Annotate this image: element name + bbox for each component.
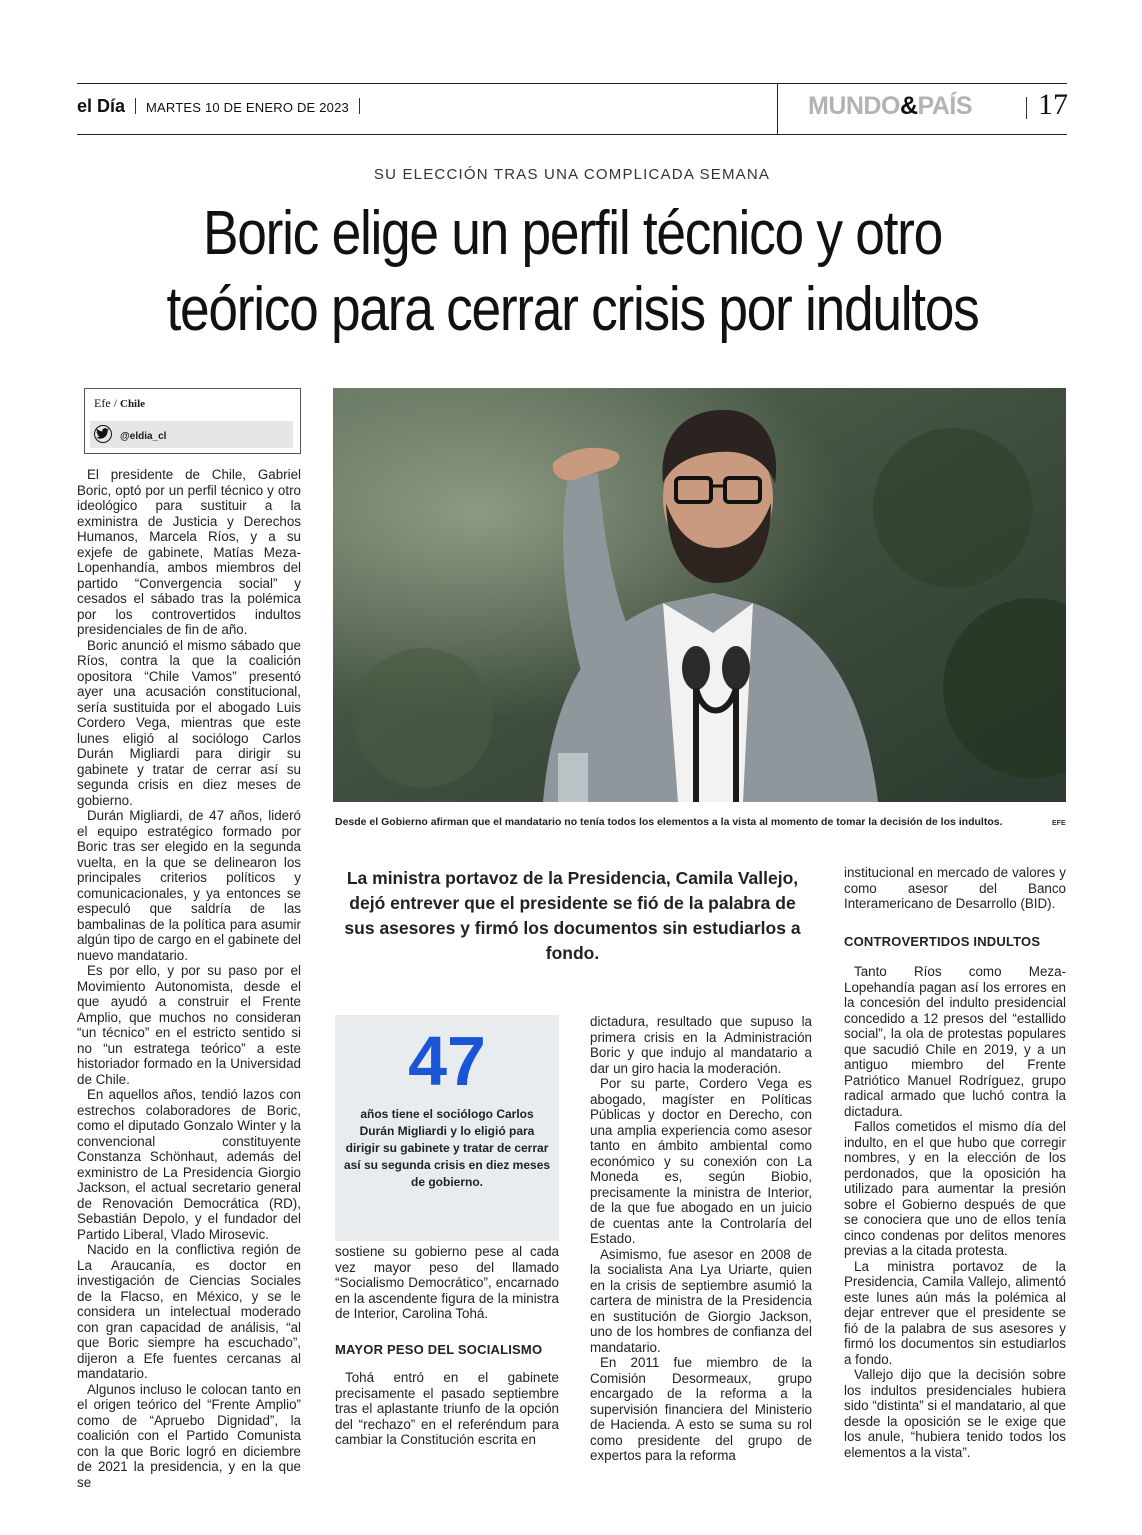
section-title-amp: &: [899, 92, 918, 120]
section-title: [808, 92, 972, 121]
paragraph: Algunos incluso le colocan tanto en el origen teórico del “Frente Amplio” como de “Apruebo Dignidad”, la coalición con el Partido Comunista con la que Boric logró en diciembre de 2021 la presidencia, y en la que se: [77, 1381, 301, 1490]
masthead: [77, 96, 370, 117]
stat-number: 47: [408, 1022, 486, 1100]
twitter-handle: @eldia_cl: [120, 431, 167, 442]
photo-credit: EFE: [1052, 820, 1066, 827]
masthead-divider: [135, 98, 136, 114]
section-title-b: PAÍS: [917, 92, 972, 120]
header-top-rule: [77, 83, 1067, 84]
twitter-icon: [94, 425, 112, 443]
article-column-3: [590, 1014, 812, 1464]
page-number: 17: [1038, 88, 1068, 121]
paragraph: Vallejo dijo que la decisión sobre los indultos presidenciales hubiera sido “distinta” si el mandatario, al que desde la oposición se le exige que los anule, “hubiera tenido todos los elementos a la vista”.: [844, 1367, 1066, 1460]
main-photo: [333, 388, 1066, 802]
paragraph: dictadura, resultado que supuso la primera crisis en la Administración Boric y que indujo al mandatario a dar un giro hacia la moderación.: [590, 1014, 812, 1076]
header-bottom-rule: [77, 134, 1067, 135]
paragraph: sostiene su gobierno pese al cada vez mayor peso del llamado “Socialismo Democrático”, encarnado en la ascendente figura de la ministra de Interior, Carolina Tohá.: [335, 1244, 559, 1321]
paragraph: Es por ello, y por su paso por el Movimiento Autonomista, desde el que ayudó a construir el Frente Amplio, que muchos no consideran “un técnico” en el estricto sentido si no “un estratega teórico” a este historiador formado en la Universidad de Chile.: [77, 963, 301, 1087]
headline-line-2: teórico para cerrar crisis por indultos: [166, 275, 979, 344]
paragraph: institucional en mercado de valores y como asesor del Banco Interamericano de Desarrollo (BID).: [844, 865, 1066, 911]
issue-date: MARTES 10 DE ENERO DE 2023: [146, 100, 349, 115]
paragraph: Por su parte, Cordero Vega es abogado, magíster en Políticas Públicas y doctor en Derecho, con una amplia experiencia como asesor tanto en ámbito ambiental como económico y su conexión con La Moneda es, según Biobio, precisamente la ministra de Interior, de la que fue abogado en un juicio de cuentas ante la Controlaría del Estado.: [590, 1076, 812, 1246]
pull-quote: La ministra portavoz de la Presidencia, Camila Vallejo, dejó entrever que el presidente se fió de la palabra de sus asesores y firmó los documentos sin estudiarlos a fondo.: [344, 868, 801, 963]
paragraph: Nacido en la conflictiva región de La Araucanía, es doctor en investigación de Ciencias Sociales de la Flacso, en México, y se le considera un intelectual moderado con gran capacidad de análisis, “al que Boric siempre ha escuchado”, dijeron a Efe fuentes cercanas al mandatario.: [77, 1242, 301, 1381]
photo-caption: Desde el Gobierno afirman que el mandatario no tenía todos los elementos a la vista al momento de tomar la decisión de los indultos.: [335, 816, 1003, 828]
section-title-a: MUNDO: [808, 92, 900, 120]
article-column-4: [844, 964, 1066, 1460]
article-column-4-top: [844, 865, 1066, 949]
paragraph: En 2011 fue miembro de la Comisión Desormeaux, grupo encargado de la reforma a la supervisión financiera del Ministerio de Hacienda. A esto se suma su rol como presidente del grupo de expertos para la reforma: [590, 1355, 812, 1463]
paragraph: El presidente de Chile, Gabriel Boric, optó por un perfil técnico y otro ideológico para sustituir a la exministra de Justicia y Derechos Humanos, Marcela Ríos, y a su exjefe de gabinete, Matías Meza-Lopenhandía, ambos miembros del partido “Convergencia social” y cesados el sábado tras la polémica por los controvertidos indultos presidenciales de fin de año.: [77, 467, 301, 637]
kicker: SU ELECCIÓN TRAS UNA COMPLICADA SEMANA: [373, 166, 771, 183]
paragraph: La ministra portavoz de la Presidencia, Camila Vallejo, alimentó este lunes aún más la polémica al dejar entrever que el presidente se fió de la palabra de sus asesores y firmó los documentos sin estudiarlos a fondo.: [844, 1258, 1066, 1367]
byline-location: Chile: [120, 398, 146, 410]
masthead-divider: [359, 98, 360, 114]
headline-line-1: Boric elige un perfil técnico y otro: [203, 199, 942, 268]
paragraph: En aquellos años, tendió lazos con estrechos colaboradores de Boric, como el diputado Gonzalo Winter y la convencional constituyente Constanza Schönhaut, además del exministro de La Presidencia Giorgio Jackson, el actual secretario general de Renovación Democrática (RD), Sebastián Depolo, y el fundador del Partido Liberal, Vlado Mirosevic.: [77, 1087, 301, 1242]
page-number-divider: [1026, 97, 1027, 119]
paragraph: Boric anunció el mismo sábado que Ríos, contra la que la coalición opositora “Chile Vamos” presentó ayer una acusación constitucional, sería sustituida por el abogado Luis Cordero Vega, mientras que este lunes eligió al sociólogo Carlos Durán Migliardi para dirigir su gabinete y tratar de cerrar así su segunda crisis en diez meses de gobierno.: [77, 637, 301, 808]
paragraph: Durán Migliardi, de 47 años, lideró el equipo estratégico formado por Boric tras ser elegido en la segunda vuelta, en la que se delinearon los principales criterios políticos y comunicacionales, y ya entonces se especuló que saldría de las bambalinas de la política para asumir algún tipo de cargo en el gabinete del nuevo mandatario.: [77, 808, 301, 963]
paragraph: Tanto Ríos como Meza-Lopehandía pagan así los errores en la concesión del indulto presidencial concedido a 12 presos del “estallido social”, la ola de protestas populares que sacudió Chile en 2019, y a un antiguo miembro del Frente Patriótico Manuel Rodríguez, grupo radical armado que luchó contra la dictadura.: [844, 964, 1066, 1119]
article-column-2: [335, 1244, 559, 1448]
masthead-logo: el Día: [77, 96, 126, 116]
headline: [132, 196, 1014, 348]
header-divider: [777, 83, 778, 135]
article-column-1: [77, 467, 301, 1490]
subhead-socialismo: MAYOR PESO DEL SOCIALISMO: [335, 1341, 543, 1357]
paragraph: Tohá entró en el gabinete precisamente el pasado septiembre tras el aplastante triunfo de la opción del “rechazo” en el referéndum para cambiar la Constitución escrita en: [335, 1370, 559, 1447]
subhead-indultos: CONTROVERTIDOS INDULTOS: [844, 933, 1041, 949]
byline-agency-name: Efe /: [94, 396, 117, 410]
stat-text: años tiene el sociólogo Carlos Durán Migliardi y lo eligió para dirigir su gabinete y tratar de cerrar así su segunda crisis en diez meses de gobierno.: [343, 1107, 551, 1189]
byline-agency: [94, 396, 145, 411]
paragraph: Asimismo, fue asesor en 2008 de la socialista Ana Lya Uriarte, quien en la crisis de septiembre asumió la cartera de ministra de la Presidencia en sustitución de Giorgio Jackson, uno de los hombres de confianza del mandatario.: [590, 1246, 812, 1355]
paragraph: Fallos cometidos el mismo día del indulto, en el que hubo que corregir nombres, y en la elección de los perdonados, que la oposición ha utilizado para aumentar la presión sobre el Gobierno después de que se conociera que uno de ellos tenía cinco condenas por delitos menores previas a la citada protesta.: [844, 1119, 1066, 1258]
